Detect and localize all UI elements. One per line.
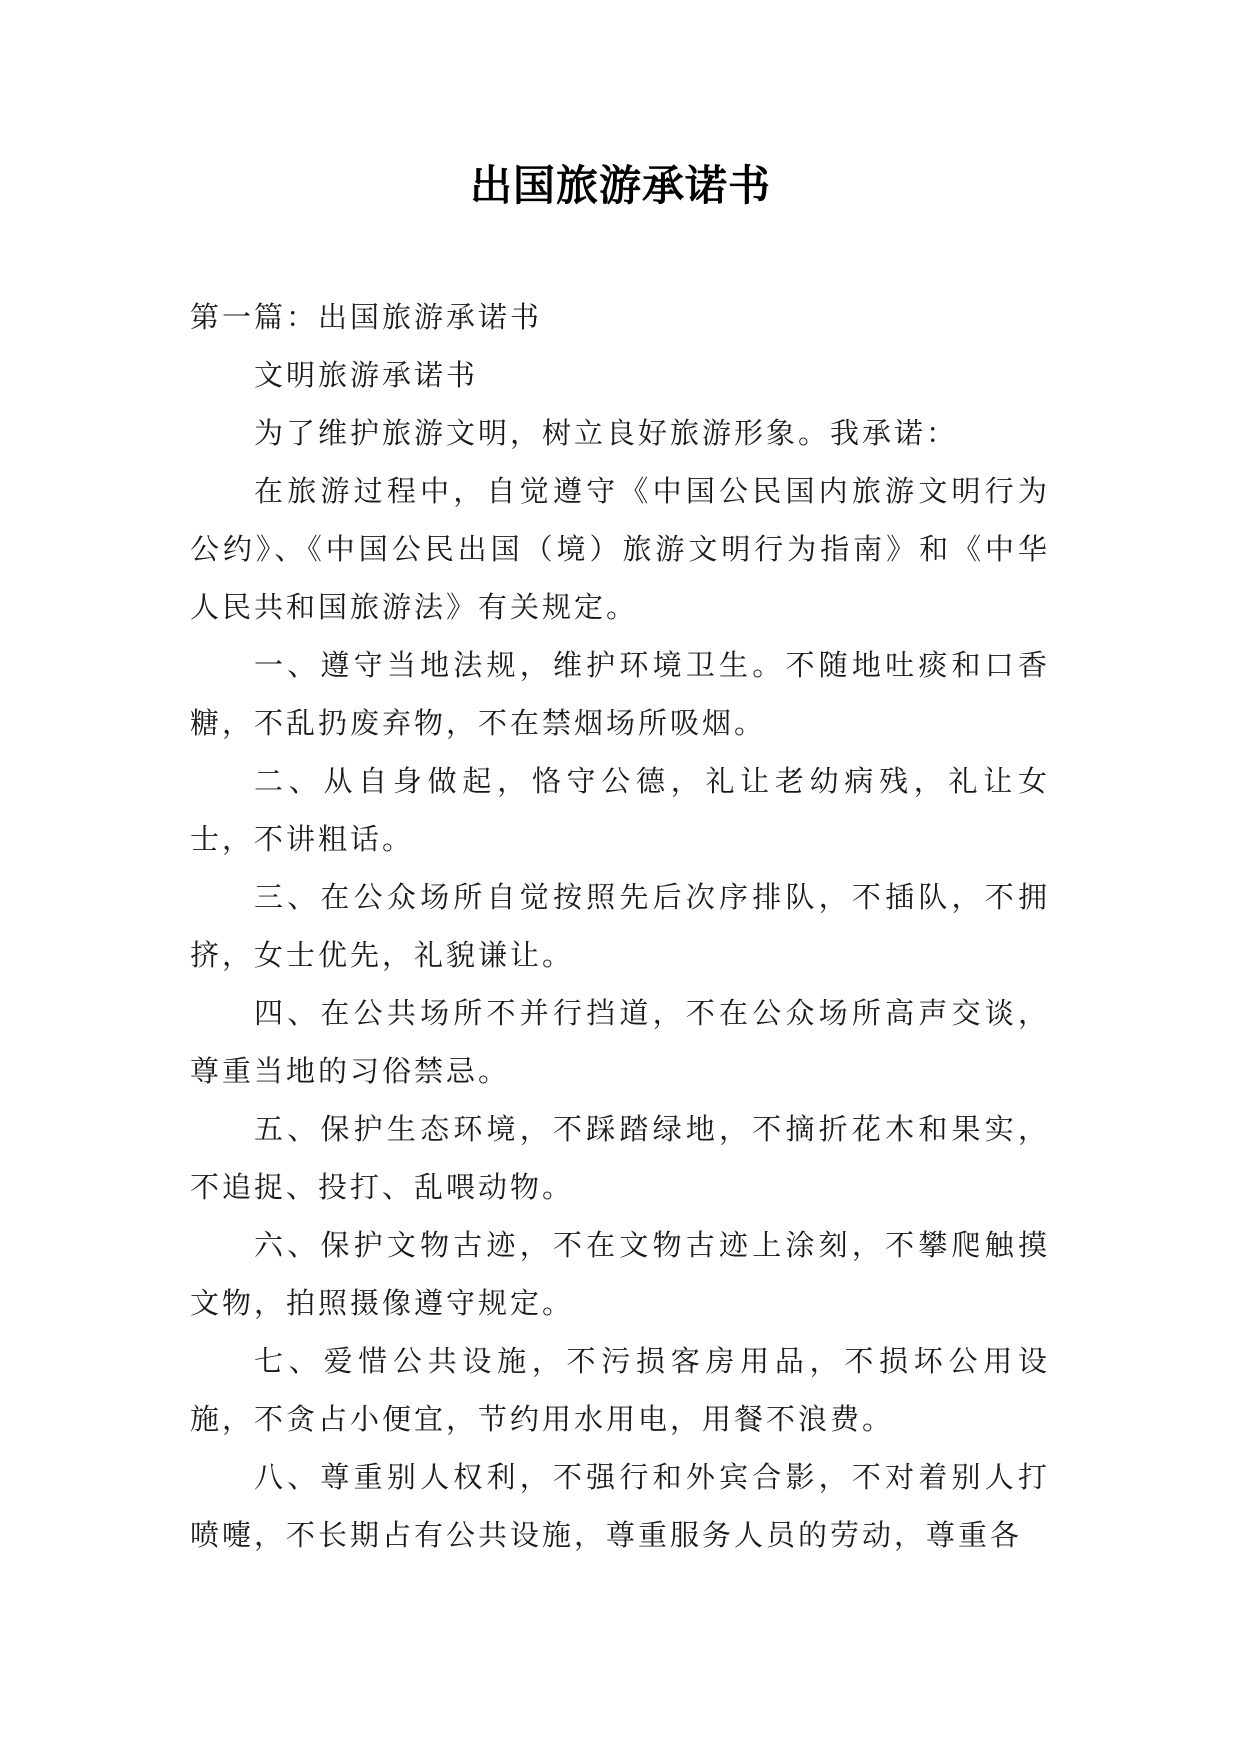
paragraph-item-3: 三、在公众场所自觉按照先后次序排队，不插队，不拥挤，女士优先，礼貌谦让。: [190, 880, 1050, 972]
paragraph-item-5: 五、保护生态环境，不踩踏绿地，不摘折花木和果实，不追捉、投打、乱喂动物。: [190, 1112, 1050, 1204]
paragraph-item-2: 二、从自身做起，恪守公德，礼让老幼病残，礼让女士，不讲粗话。: [190, 764, 1050, 856]
paragraph-item-1: 一、遵守当地法规，维护环境卫生。不随地吐痰和口香糖，不乱扔废弃物，不在禁烟场所吸烟。: [190, 648, 1050, 740]
paragraph-subtitle: 文明旅游承诺书: [254, 358, 479, 392]
paragraph-item-8: 八、尊重别人权利，不强行和外宾合影，不对着别人打喷嚏，不长期占有公共设施，尊重服务人员的劳动，尊重各: [190, 1460, 1050, 1552]
paragraph-intro: 为了维护旅游文明，树立良好旅游形象。我承诺：: [254, 416, 959, 450]
paragraph-item-4: 四、在公共场所不并行挡道，不在公众场所高声交谈，尊重当地的习俗禁忌。: [190, 996, 1050, 1088]
section-heading: 第一篇：出国旅游承诺书: [190, 300, 543, 334]
document-body: [190, 288, 1050, 1564]
paragraph-item-7: 七、爱惜公共设施，不污损客房用品，不损坏公用设施，不贪占小便宜，节约用水用电，用餐不浪费。: [190, 1344, 1050, 1436]
paragraph-item-6: 六、保护文物古迹，不在文物古迹上涂刻，不攀爬触摸文物，拍照摄像遵守规定。: [190, 1228, 1050, 1320]
paragraph-preamble: 在旅游过程中，自觉遵守《中国公民国内旅游文明行为公约》、《中国公民出国（境）旅游文明行为指南》和《中华人民共和国旅游法》有关规定。: [190, 474, 1050, 624]
document-title: 出国旅游承诺书: [469, 161, 771, 210]
